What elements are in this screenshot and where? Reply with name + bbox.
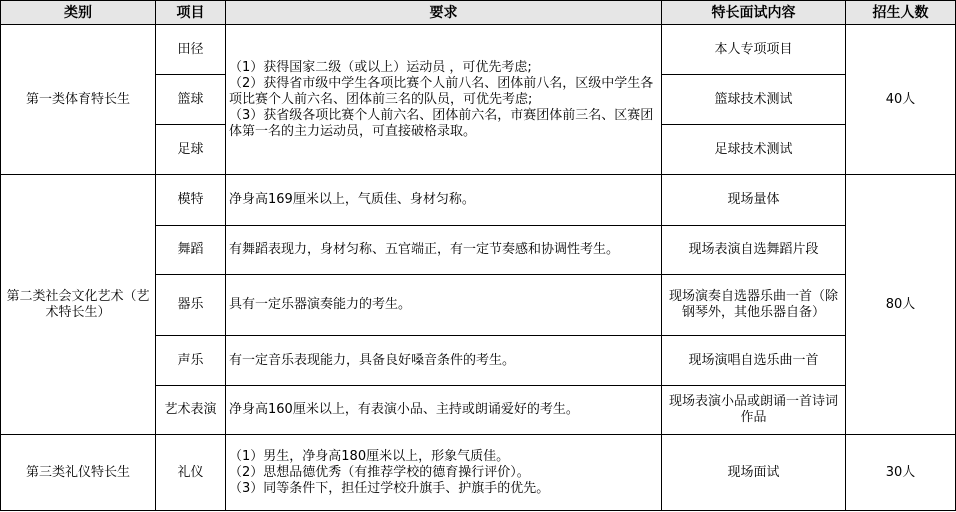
test-cell: 现场量体 — [662, 175, 846, 226]
test-cell: 现场演奏自选器乐曲一首（除钢琴外，其他乐器自备） — [662, 275, 846, 336]
item-cell: 田径 — [156, 25, 226, 75]
quota-arts: 80人 — [846, 175, 956, 435]
requirement-cell: 净身高160厘米以上，有表演小品、主持或朗诵爱好的考生。 — [226, 386, 662, 435]
table-row — [1, 25, 956, 75]
quota-sports: 40人 — [846, 25, 956, 175]
header-item: 项目 — [156, 1, 226, 25]
header-quota: 招生人数 — [846, 1, 956, 25]
item-cell: 声乐 — [156, 336, 226, 386]
header-row — [1, 1, 956, 25]
item-cell: 足球 — [156, 125, 226, 175]
test-cell: 现场演唱自选乐曲一首 — [662, 336, 846, 386]
requirement-cell: 有一定音乐表现能力，具备良好嗓音条件的考生。 — [226, 336, 662, 386]
table-row — [1, 435, 956, 511]
header-category: 类别 — [1, 1, 156, 25]
item-cell: 艺术表演 — [156, 386, 226, 435]
test-cell: 现场表演小品或朗诵一首诗词作品 — [662, 386, 846, 435]
item-cell: 模特 — [156, 175, 226, 226]
test-cell: 现场表演自选舞蹈片段 — [662, 226, 846, 275]
test-cell: 篮球技术测试 — [662, 75, 846, 125]
test-cell: 现场面试 — [662, 435, 846, 511]
item-cell: 舞蹈 — [156, 226, 226, 275]
item-cell: 器乐 — [156, 275, 226, 336]
category-etiquette: 第三类礼仪特长生 — [1, 435, 156, 511]
requirement-cell: 有舞蹈表现力，身材匀称、五官端正，有一定节奏感和协调性考生。 — [226, 226, 662, 275]
test-cell: 足球技术测试 — [662, 125, 846, 175]
category-sports: 第一类体育特长生 — [1, 25, 156, 175]
test-cell: 本人专项项目 — [662, 25, 846, 75]
item-cell: 礼仪 — [156, 435, 226, 511]
header-test: 特长面试内容 — [662, 1, 846, 25]
table-row — [1, 175, 956, 226]
requirement-cell: 具有一定乐器演奏能力的考生。 — [226, 275, 662, 336]
category-arts: 第二类社会文化艺术（艺术特长生） — [1, 175, 156, 435]
requirement-cell: 净身高169厘米以上，气质佳、身材匀称。 — [226, 175, 662, 226]
requirement-cell: （1）男生，净身高180厘米以上，形象气质佳。 （2）思想品德优秀（有推荐学校的德育操行评价）。 （3）同等条件下，担任过学校升旗手、护旗手的优先。 — [226, 435, 662, 511]
requirement-sports: （1）获得国家二级（或以上）运动员 ，可优先考虑; （2）获得省市级中学生各项比赛个人前八名、团体前八名，区级中学生各项比赛个人前六名、团体前三名的队员，可优先考虑; （3）获省级各项比赛个人前六名、团体前六名，市赛团体前三名、区赛团体第一名的主力运动员，可直接破格录取。 — [226, 25, 662, 175]
header-requirement: 要求 — [226, 1, 662, 25]
quota-etiquette: 30人 — [846, 435, 956, 511]
item-cell: 篮球 — [156, 75, 226, 125]
